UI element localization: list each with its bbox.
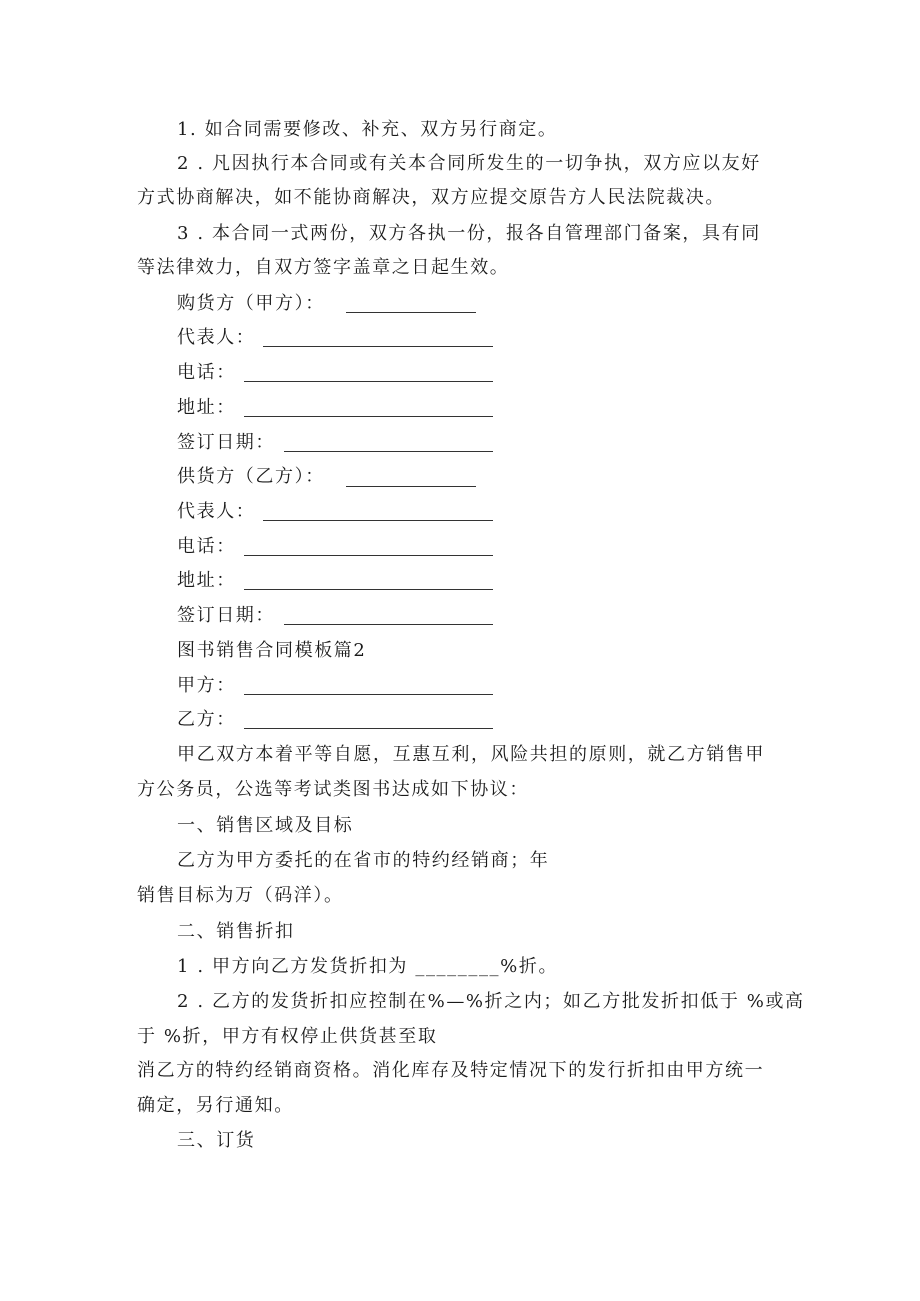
buyer-date-label: 签订日期：: [177, 432, 275, 453]
heading-discount: 二、销售折扣: [177, 921, 295, 942]
buyer-phone-label: 电话：: [177, 362, 236, 383]
buyer-address-label: 地址：: [177, 397, 236, 418]
seller-date-label: 签订日期：: [177, 605, 275, 626]
buyer-address-blank[interactable]: [244, 416, 493, 417]
discount-item-2-line-4: 确定，另行通知。: [137, 1095, 294, 1116]
discount-item-2-line-3: 消乙方的特约经销商资格。消化库存及特定情况下的发行折扣由甲方统一: [137, 1060, 765, 1081]
heading-ordering: 三、订货: [177, 1130, 256, 1151]
discount-item-2-line-1: 2 . 乙方的发货折扣应控制在%—%折之内；如乙方批发折扣低于 %或高: [177, 991, 805, 1012]
clause-1: 1. 如合同需要修改、补充、双方另行商定。: [177, 119, 558, 140]
section-title: 图书销售合同模板篇2: [177, 640, 367, 661]
seller-rep-blank[interactable]: [263, 520, 493, 521]
seller-date-blank[interactable]: [284, 624, 493, 625]
clause-2-line-1: 2 . 凡因执行本合同或有关本合同所发生的一切争执，双方应以友好: [177, 153, 761, 174]
party-a-blank[interactable]: [244, 694, 493, 695]
seller-phone-label: 电话：: [177, 536, 236, 557]
seller-address-blank[interactable]: [244, 589, 493, 590]
buyer-date-blank[interactable]: [284, 451, 493, 452]
intro-line-2: 方公务员，公选等考试类图书达成如下协议：: [137, 779, 529, 800]
buyer-rep-label: 代表人：: [177, 327, 256, 348]
seller-phone-blank[interactable]: [244, 555, 493, 556]
discount-item-1: 1 . 甲方向乙方发货折扣为 ________%折。: [177, 956, 559, 977]
seller-party-label: 供货方（乙方）：: [177, 466, 325, 487]
sales-area-line-2: 销售目标为万（码洋）。: [137, 885, 344, 906]
seller-rep-label: 代表人：: [177, 501, 256, 522]
buyer-phone-blank[interactable]: [244, 381, 493, 382]
buyer-party-blank[interactable]: [346, 312, 476, 313]
party-b-blank[interactable]: [244, 728, 493, 729]
heading-sales-area: 一、销售区域及目标: [177, 815, 354, 836]
clause-3-line-2: 等法律效力，自双方签字盖章之日起生效。: [137, 257, 510, 278]
sales-area-line-1: 乙方为甲方委托的在省市的特约经销商；年: [177, 850, 550, 871]
clause-3-line-1: 3 . 本合同一式两份，双方各执一份，报各自管理部门备案，具有同: [177, 223, 761, 244]
seller-address-label: 地址：: [177, 570, 236, 591]
seller-party-blank[interactable]: [346, 486, 476, 487]
buyer-rep-blank[interactable]: [263, 346, 493, 347]
party-b-label: 乙方：: [177, 709, 236, 730]
party-a-label: 甲方：: [177, 675, 236, 696]
discount-item-2-line-2: 于 %折，甲方有权停止供货甚至取: [137, 1026, 438, 1047]
intro-line-1: 甲乙双方本着平等自愿，互惠互利，风险共担的原则，就乙方销售甲: [177, 744, 765, 765]
clause-2-line-2: 方式协商解决，如不能协商解决，双方应提交原告方人民法院裁决。: [137, 187, 725, 208]
buyer-party-label: 购货方（甲方）：: [177, 293, 325, 314]
